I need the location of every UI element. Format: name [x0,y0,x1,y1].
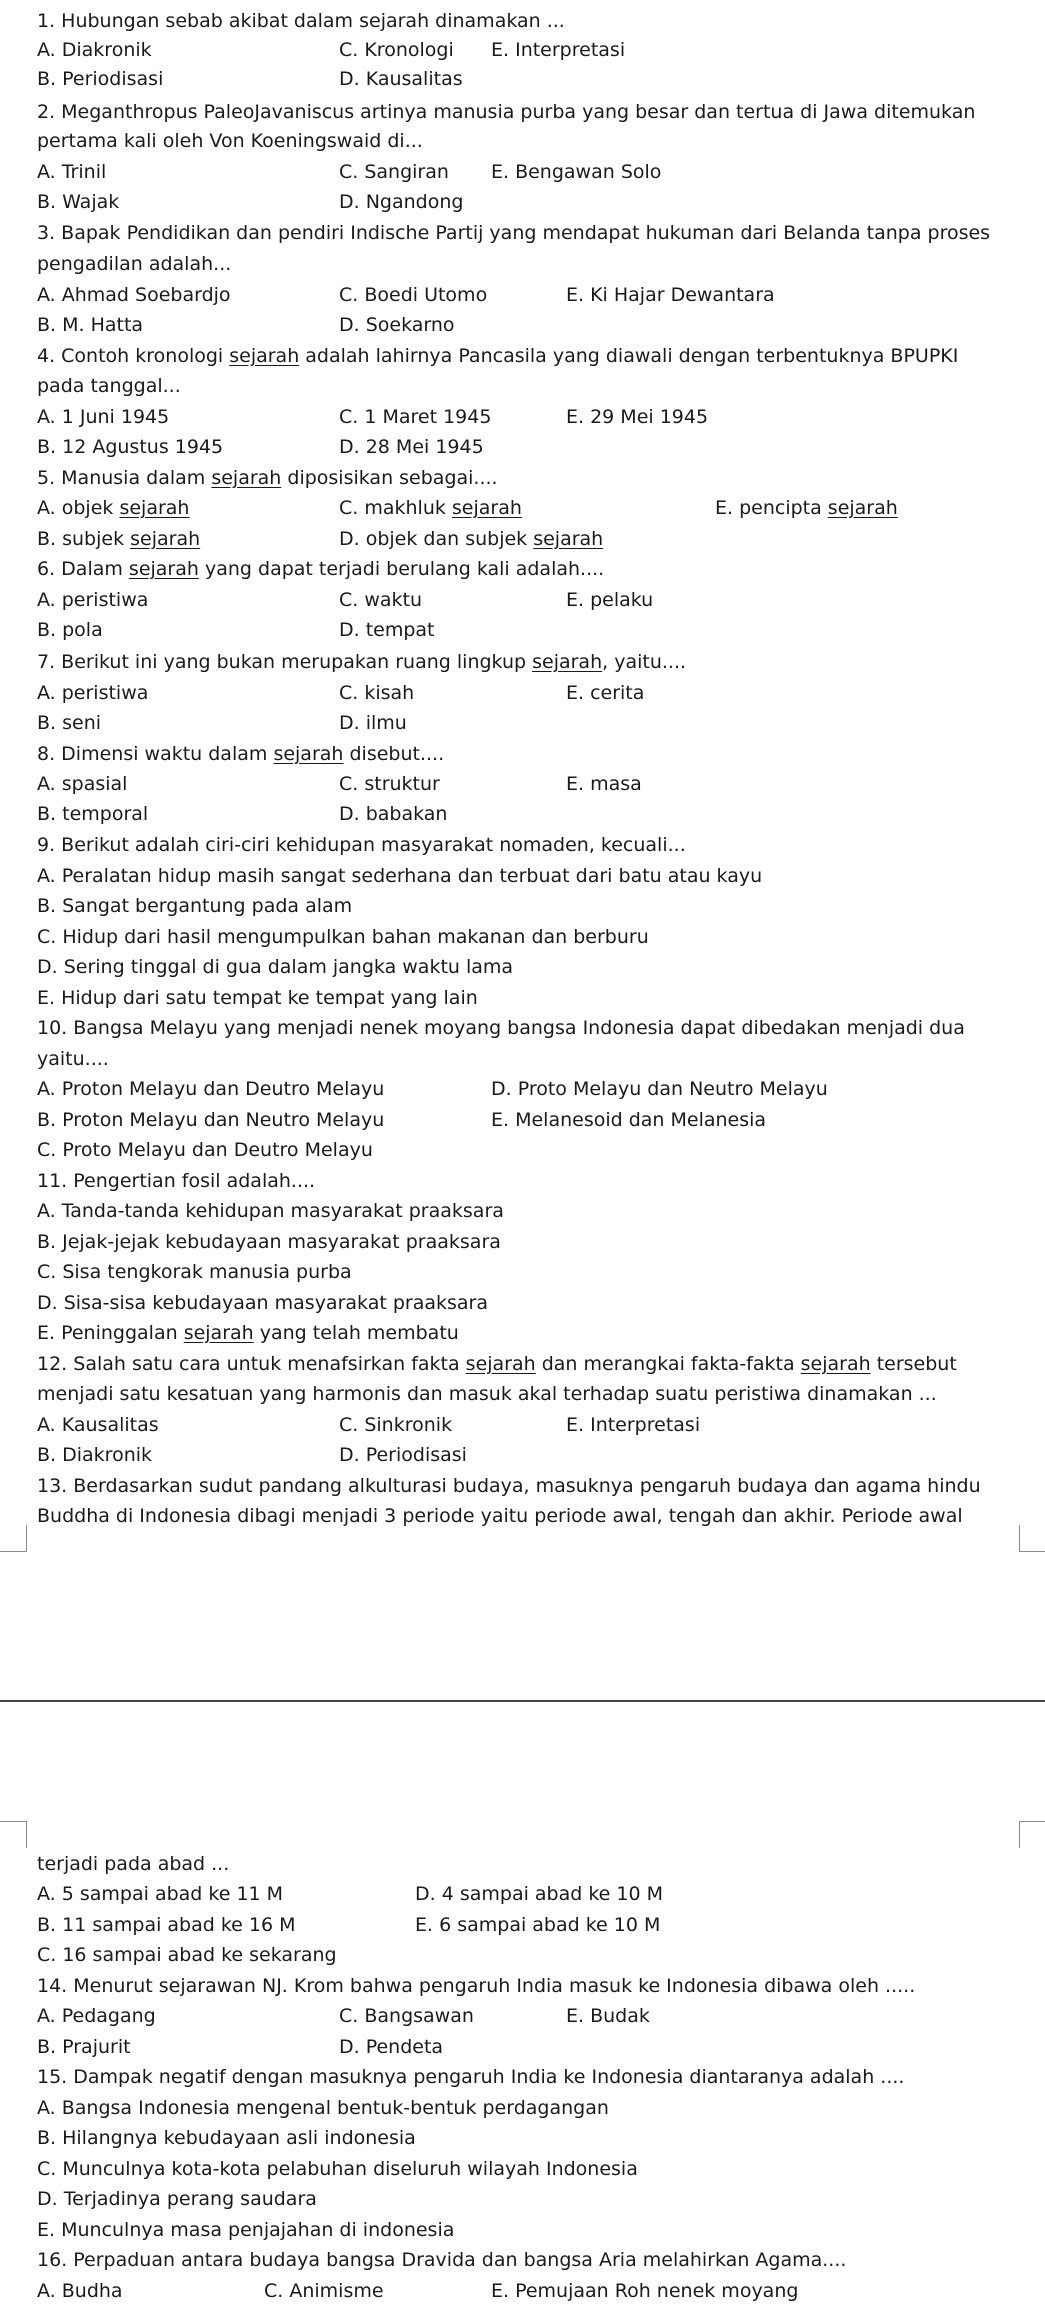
question-5-option-b: B. subjek sejarah [37,528,201,550]
question-13-line-1: 13. Berdasarkan sudut pandang alkulturasi budaya, masuknya pengaruh budaya dan agama hindu [37,1475,981,1497]
question-12-option-c: C. Sinkronik [339,1414,453,1436]
page-corner-mark-bottom-right [1019,1821,1045,1848]
question-15-option-c: C. Munculnya kota-kota pelabuhan diseluruh wilayah Indonesia [37,2158,638,2180]
question-3-option-d: D. Soekarno [339,314,455,336]
question-4-line-2: pada tanggal... [37,375,181,397]
question-5-text: 5. Manusia dalam sejarah diposisikan sebagai.... [37,467,498,489]
question-13-line-3: terjadi pada abad ... [37,1853,230,1875]
question-1-text: 1. Hubungan sebab akibat dalam sejarah dinamakan ... [37,10,565,32]
question-9-option-b: B. Sangat bergantung pada alam [37,895,353,917]
question-2-option-a: A. Trinil [37,161,107,183]
question-4-option-c: C. 1 Maret 1945 [339,406,492,428]
question-3-line-2: pengadilan adalah... [37,253,232,275]
question-10-option-c: C. Proto Melayu dan Deutro Melayu [37,1139,373,1161]
question-9-option-a: A. Peralatan hidup masih sangat sederhana dan terbuat dari batu atau kayu [37,865,763,887]
page-corner-mark-bottom-left [0,1821,27,1848]
question-10-option-a: A. Proton Melayu dan Deutro Melayu [37,1078,385,1100]
question-6-option-c: C. waktu [339,589,423,611]
question-5-option-d: D. objek dan subjek sejarah [339,528,604,550]
question-4-option-a: A. 1 Juni 1945 [37,406,170,428]
page-separator [0,1700,1045,1702]
question-9-text: 9. Berikut adalah ciri-ciri kehidupan masyarakat nomaden, kecuali... [37,834,686,856]
question-11-option-d: D. Sisa-sisa kebudayaan masyarakat praaksara [37,1292,488,1314]
question-6-option-d: D. tempat [339,619,435,641]
question-13-option-b: B. 11 sampai abad ke 16 M [37,1914,296,1936]
question-14-option-d: D. Pendeta [339,2036,444,2058]
question-14-text: 14. Menurut sejarawan NJ. Krom bahwa pengaruh India masuk ke Indonesia dibawa oleh ..... [37,1975,916,1997]
question-13-option-c: C. 16 sampai abad ke sekarang [37,1944,337,1966]
question-5-option-e: E. pencipta sejarah [715,497,898,519]
question-14-option-a: A. Pedagang [37,2005,156,2027]
question-1-option-c: C. Kronologi [339,39,454,61]
question-1-option-e: E. Interpretasi [491,39,626,61]
question-2-line-1: 2. Meganthropus PaleoJavaniscus artinya manusia purba yang besar dan tertua di Jawa ditemukan [37,101,976,123]
question-6-option-a: A. peristiwa [37,589,149,611]
question-13-option-e: E. 6 sampai abad ke 10 M [415,1914,661,1936]
question-16-option-c: C. Animisme [264,2280,384,2302]
question-2-option-d: D. Ngandong [339,191,464,213]
question-1-option-d: D. Kausalitas [339,68,463,90]
question-14-option-e: E. Budak [566,2005,650,2027]
question-12-option-d: D. Periodisasi [339,1444,467,1466]
question-13-line-2: Buddha di Indonesia dibagi menjadi 3 periode yaitu periode awal, tengah dan akhir. Periode awal [37,1505,963,1527]
question-12-line-2: menjadi satu kesatuan yang harmonis dan masuk akal terhadap suatu peristiwa dinamakan ... [37,1383,937,1405]
question-15-text: 15. Dampak negatif dengan masuknya pengaruh India ke Indonesia diantaranya adalah .... [37,2066,905,2088]
question-3-option-a: A. Ahmad Soebardjo [37,284,231,306]
question-13-option-a: A. 5 sampai abad ke 11 M [37,1883,284,1905]
question-8-option-a: A. spasial [37,773,128,795]
question-2-line-2: pertama kali oleh Von Koeningswaid di... [37,130,423,152]
page-corner-mark-top-right [1019,1525,1045,1552]
question-16-text: 16. Perpaduan antara budaya bangsa Dravida dan bangsa Aria melahirkan Agama.... [37,2249,847,2271]
question-5-option-c: C. makhluk sejarah [339,497,522,519]
question-12-option-b: B. Diakronik [37,1444,153,1466]
question-15-option-d: D. Terjadinya perang saudara [37,2188,317,2210]
question-8-option-e: E. masa [566,773,642,795]
question-16-option-e: E. Pemujaan Roh nenek moyang [491,2280,799,2302]
question-1-option-b: B. Periodisasi [37,68,164,90]
question-13-option-d: D. 4 sampai abad ke 10 M [415,1883,664,1905]
question-15-option-a: A. Bangsa Indonesia mengenal bentuk-bentuk perdagangan [37,2097,609,2119]
question-11-option-b: B. Jejak-jejak kebudayaan masyarakat praaksara [37,1231,501,1253]
question-11-option-c: C. Sisa tengkorak manusia purba [37,1261,352,1283]
question-9-option-d: D. Sering tinggal di gua dalam jangka waktu lama [37,956,514,978]
question-2-option-b: B. Wajak [37,191,120,213]
question-7-option-d: D. ilmu [339,712,407,734]
question-3-option-b: B. M. Hatta [37,314,144,336]
question-10-line-2: yaitu.... [37,1048,109,1070]
question-7-option-c: C. kisah [339,682,415,704]
question-7-option-a: A. peristiwa [37,682,149,704]
question-10-line-1: 10. Bangsa Melayu yang menjadi nenek moyang bangsa Indonesia dapat dibedakan menjadi dua [37,1017,965,1039]
question-11-option-a: A. Tanda-tanda kehidupan masyarakat praaksara [37,1200,504,1222]
question-6-option-e: E. pelaku [566,589,654,611]
question-8-text: 8. Dimensi waktu dalam sejarah disebut.... [37,743,445,765]
question-14-option-c: C. Bangsawan [339,2005,474,2027]
question-15-option-b: B. Hilangnya kebudayaan asli indonesia [37,2127,416,2149]
question-4-line-1: 4. Contoh kronologi sejarah adalah lahirnya Pancasila yang diawali dengan terbentuknya BPUPKI [37,345,959,367]
question-7-option-b: B. seni [37,712,102,734]
question-8-option-b: B. temporal [37,803,149,825]
question-5-option-a: A. objek sejarah [37,497,190,519]
question-9-option-e: E. Hidup dari satu tempat ke tempat yang lain [37,987,478,1009]
question-12-line-1: 12. Salah satu cara untuk menafsirkan fakta sejarah dan merangkai fakta-fakta sejarah tersebut [37,1353,957,1375]
question-12-option-e: E. Interpretasi [566,1414,701,1436]
question-4-option-d: D. 28 Mei 1945 [339,436,484,458]
question-12-option-a: A. Kausalitas [37,1414,159,1436]
question-3-option-c: C. Boedi Utomo [339,284,488,306]
question-11-option-e: E. Peninggalan sejarah yang telah membatu [37,1322,459,1344]
question-2-option-c: C. Sangiran [339,161,449,183]
question-15-option-e: E. Munculnya masa penjajahan di indonesia [37,2219,455,2241]
question-7-option-e: E. cerita [566,682,645,704]
question-6-text: 6. Dalam sejarah yang dapat terjadi berulang kali adalah.... [37,558,605,580]
question-7-text: 7. Berikut ini yang bukan merupakan ruang lingkup sejarah, yaitu.... [37,651,687,673]
page-corner-mark-top-left [0,1525,27,1552]
question-11-text: 11. Pengertian fosil adalah.... [37,1170,316,1192]
question-4-option-b: B. 12 Agustus 1945 [37,436,224,458]
question-2-option-e: E. Bengawan Solo [491,161,662,183]
question-10-option-d: D. Proto Melayu dan Neutro Melayu [491,1078,828,1100]
question-10-option-e: E. Melanesoid dan Melanesia [491,1109,767,1131]
question-8-option-c: C. struktur [339,773,440,795]
question-3-option-e: E. Ki Hajar Dewantara [566,284,775,306]
question-1-option-a: A. Diakronik [37,39,152,61]
question-3-line-1: 3. Bapak Pendidikan dan pendiri Indische Partij yang mendapat hukuman dari Belanda tanpa proses [37,222,991,244]
question-4-option-e: E. 29 Mei 1945 [566,406,709,428]
question-9-option-c: C. Hidup dari hasil mengumpulkan bahan makanan dan berburu [37,926,649,948]
question-6-option-b: B. pola [37,619,103,641]
question-10-option-b: B. Proton Melayu dan Neutro Melayu [37,1109,385,1131]
question-8-option-d: D. babakan [339,803,448,825]
question-14-option-b: B. Prajurit [37,2036,131,2058]
question-16-option-a: A. Budha [37,2280,123,2302]
